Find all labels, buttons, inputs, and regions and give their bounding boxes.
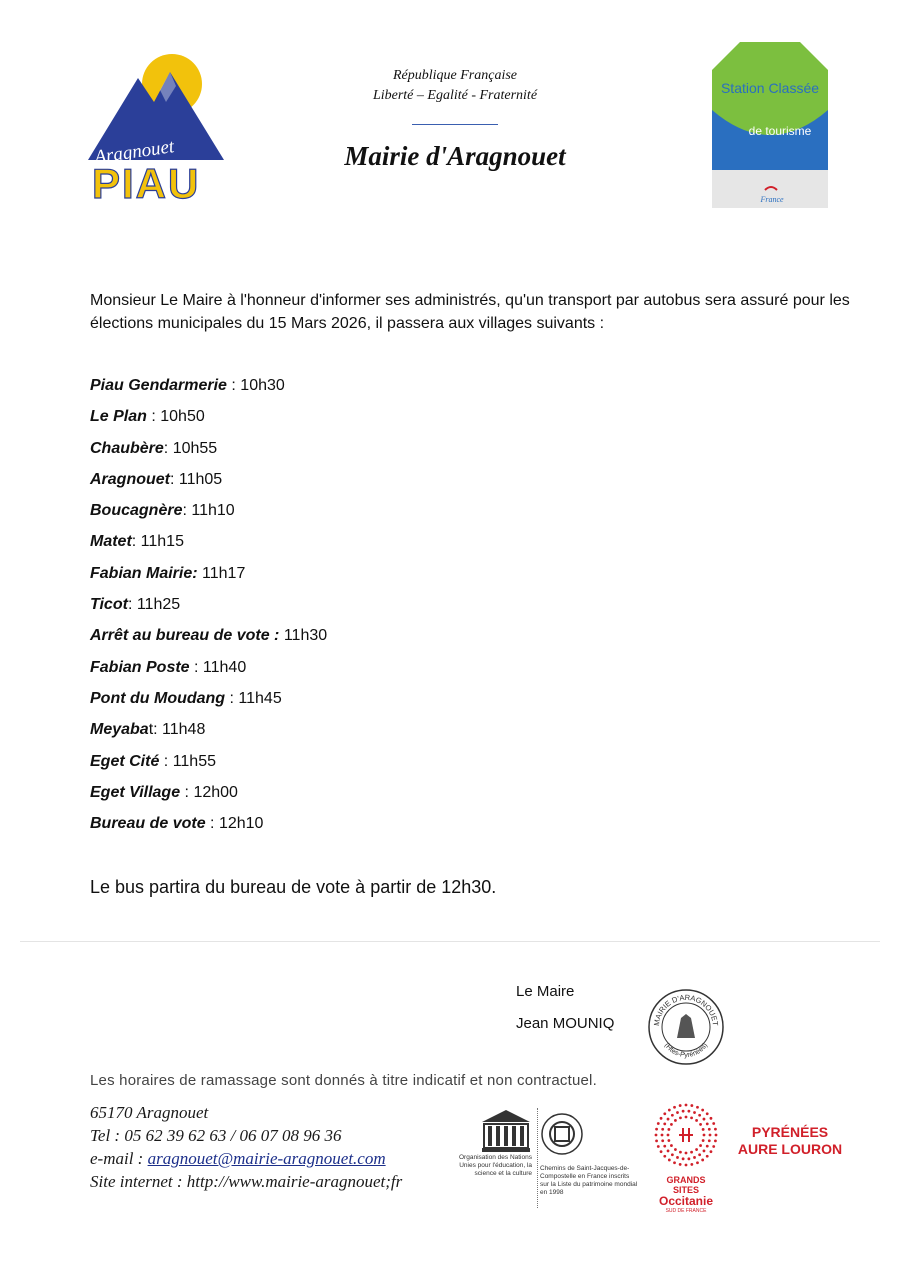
disclaimer-text: Les horaires de ramassage sont donnés à titre indicatif et non contractuel. bbox=[90, 1072, 597, 1089]
stop-time: 11h55 bbox=[172, 752, 216, 770]
pyrenees-aure-louron-logo bbox=[730, 1124, 850, 1158]
intro-paragraph: Monsieur Le Maire à l'honneur d'informer ses administrés, qu'un transport par autobus sera assuré pour les élections municipales du 15 Mars 2026, il passera aux villages suivants : bbox=[90, 292, 850, 332]
mairie-seal bbox=[647, 988, 725, 1066]
stop-name: Meyaba bbox=[90, 721, 149, 739]
station-line1: Station Classée bbox=[720, 80, 820, 96]
stop-name: Boucagnère bbox=[90, 502, 183, 520]
bus-stop-item bbox=[90, 374, 590, 405]
station-classee-logo bbox=[710, 40, 830, 210]
stop-separator: : bbox=[180, 783, 194, 801]
stop-name: Arrêt au bureau de vote : bbox=[90, 627, 280, 645]
unesco-temple-icon bbox=[480, 1108, 532, 1154]
pyrenees-line1: PYRÉNÉES bbox=[751, 1124, 829, 1140]
grands-sites-line3: Occitanie bbox=[658, 1194, 714, 1208]
unesco-logo bbox=[450, 1108, 532, 1178]
email-line bbox=[90, 1147, 402, 1170]
stop-time: 11h40 bbox=[202, 658, 247, 676]
signature-role: Le Maire bbox=[516, 983, 575, 1000]
stop-separator: : bbox=[182, 502, 192, 520]
devise-text: Liberté – Egalité - Fraternité bbox=[372, 88, 538, 103]
pyrenees-line2: AURE LOURON bbox=[737, 1141, 843, 1157]
address-text: 65170 Aragnouet bbox=[90, 1103, 209, 1122]
stop-separator: : bbox=[205, 815, 219, 833]
chemins-compostelle-logo bbox=[540, 1112, 640, 1197]
stop-name: Pont du Moudang bbox=[90, 689, 226, 707]
stop-name: Fabian Mairie: bbox=[90, 564, 198, 582]
station-line2: de tourisme bbox=[748, 124, 812, 138]
seal-emblem-icon bbox=[677, 1014, 695, 1038]
stop-time: 12h00 bbox=[193, 783, 238, 801]
bus-stop-item bbox=[90, 593, 590, 624]
stop-separator: : bbox=[163, 439, 173, 457]
stop-separator: : bbox=[226, 377, 241, 394]
contact-block bbox=[90, 1101, 402, 1193]
stop-time: 11h30 bbox=[283, 627, 328, 645]
grands-sites-occitanie-logo bbox=[648, 1102, 724, 1215]
bus-stop-item bbox=[90, 530, 590, 561]
unesco-caption: Organisation des Nations Unies pour l'éducation, la science et la culture bbox=[459, 1154, 532, 1177]
bus-stop-item bbox=[90, 562, 590, 593]
seal-bottom-text: (Htes-Pyrénées) bbox=[662, 1042, 710, 1060]
bus-stop-item bbox=[90, 781, 590, 812]
stop-separator: : bbox=[127, 596, 137, 614]
signature-name: Jean MOUNIQ bbox=[516, 1015, 615, 1032]
stop-time: 11h45 bbox=[238, 689, 282, 707]
stop-separator: : bbox=[159, 752, 173, 770]
stop-name: Fabian Poste bbox=[90, 658, 190, 676]
stop-time: 10h55 bbox=[172, 439, 218, 457]
bus-stop-item bbox=[90, 718, 590, 749]
stop-name: Aragnouet bbox=[90, 470, 170, 488]
stop-name: Eget Cité bbox=[90, 752, 160, 770]
logo-separator bbox=[537, 1108, 538, 1208]
stop-separator: : bbox=[146, 408, 161, 426]
stop-time: 11h10 bbox=[191, 502, 235, 520]
bus-stop-item bbox=[90, 468, 590, 499]
signature-block bbox=[516, 976, 614, 1040]
stop-separator: t: bbox=[148, 721, 163, 739]
stop-name: Chaubère bbox=[90, 439, 164, 457]
departure-note: Le bus partira du bureau de vote à partir de 12h30. bbox=[90, 877, 497, 897]
stop-separator: : bbox=[131, 533, 141, 551]
stop-name: Matet bbox=[90, 533, 132, 551]
seal-top-text: MAIRIE D'ARAGNOUET bbox=[651, 992, 721, 1027]
bus-stop-item bbox=[90, 812, 590, 843]
chemins-caption: Chemins de Saint-Jacques-de-Compostelle en France inscrits sur la Liste du patrimoine mondial en 1998 bbox=[540, 1165, 638, 1196]
phone-text: Tel : 05 62 39 62 63 / 06 07 08 96 36 bbox=[90, 1126, 342, 1145]
piau-word-text: PIAU bbox=[92, 160, 201, 202]
bus-stop-item bbox=[90, 750, 590, 781]
grands-sites-line2: SITES bbox=[672, 1185, 699, 1195]
bus-stop-item bbox=[90, 437, 590, 468]
stop-time: 11h48 bbox=[162, 721, 206, 739]
republique-text: République Française bbox=[392, 68, 518, 83]
station-small-text: France bbox=[760, 195, 784, 204]
stop-name: Piau Gendarmerie bbox=[90, 377, 227, 394]
bus-stops-list bbox=[90, 374, 590, 843]
stop-separator: : bbox=[225, 689, 239, 707]
divider bbox=[20, 941, 880, 942]
stop-time: 10h50 bbox=[160, 408, 205, 426]
stop-time: 12h10 bbox=[218, 815, 264, 833]
world-heritage-icon bbox=[540, 1112, 584, 1156]
bus-stop-item bbox=[90, 687, 590, 718]
stop-time: 11h25 bbox=[136, 596, 181, 614]
grands-sites-line1: GRANDS bbox=[666, 1175, 706, 1185]
bus-stop-item bbox=[90, 656, 590, 687]
email-link[interactable]: aragnouet@mairie-aragnouet.com bbox=[147, 1149, 386, 1168]
letterhead bbox=[300, 66, 610, 173]
occitanie-dots-icon bbox=[653, 1102, 719, 1168]
bus-stop-item bbox=[90, 405, 590, 436]
bus-stop-item bbox=[90, 499, 590, 530]
email-label: e-mail : bbox=[90, 1149, 148, 1168]
bus-stop-item bbox=[90, 624, 590, 655]
stop-time: 11h15 bbox=[140, 533, 184, 551]
piau-aragnouet-logo bbox=[86, 50, 228, 202]
stop-separator: : bbox=[170, 470, 179, 488]
page-title: Mairie d'Aragnouet bbox=[344, 141, 566, 171]
stop-name: Ticot bbox=[90, 596, 128, 614]
website-text[interactable]: Site internet : http://www.mairie-aragnouet;fr bbox=[90, 1172, 403, 1191]
stop-name: Le Plan bbox=[90, 408, 147, 426]
stop-separator: : bbox=[189, 658, 203, 676]
piau-script-text: Aragnouet bbox=[93, 136, 176, 169]
stop-time: 11h05 bbox=[178, 470, 223, 488]
header-rule bbox=[412, 124, 498, 125]
stop-time: 10h30 bbox=[240, 377, 285, 394]
stop-name: Eget Village bbox=[90, 783, 181, 801]
stop-time: 11h17 bbox=[202, 564, 246, 582]
grands-sites-line4: SUD DE FRANCE bbox=[665, 1208, 707, 1214]
stop-name: Bureau de vote bbox=[90, 815, 206, 833]
